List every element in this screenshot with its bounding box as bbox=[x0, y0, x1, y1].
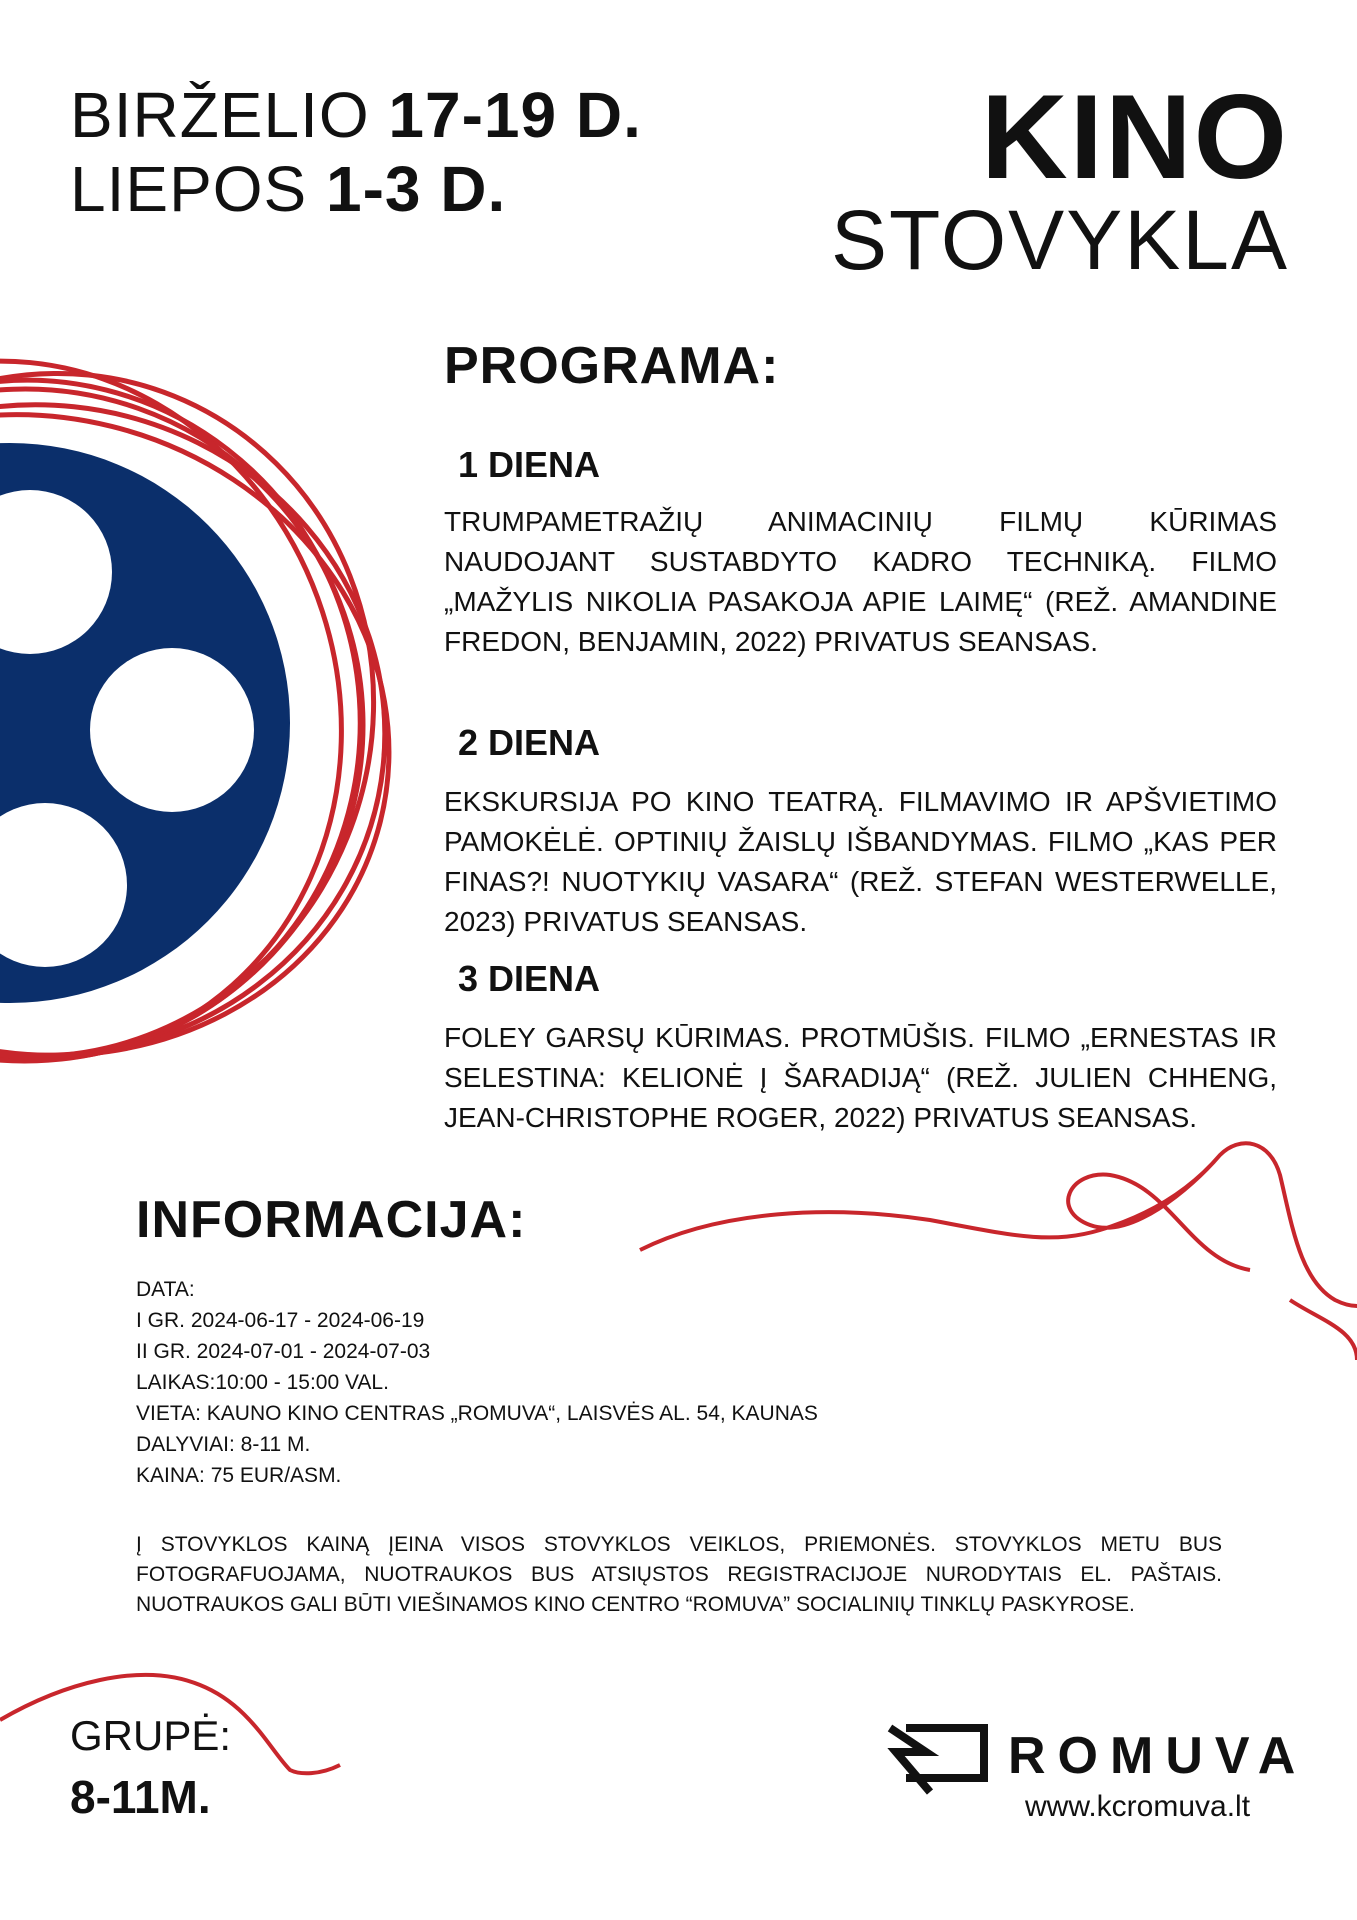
info-line: DATA: bbox=[136, 1278, 195, 1301]
day-2-text: EKSKURSIJA PO KINO TEATRĄ. FILMAVIMO IR APŠVIETIMO PAMOKĖLĖ. OPTINIŲ ŽAISLŲ IŠBANDYMAS. FILMO „KAS PER FINAS?! NUOTYKIŲ VASARA“ (REŽ. STEFAN WESTERWELLE, 2023) PRIVATUS SEANSAS. bbox=[444, 786, 1277, 937]
dates-july bbox=[70, 152, 642, 226]
title-sub: STOVYKLA bbox=[831, 193, 1289, 287]
info-line: VIETA: KAUNO KINO CENTRAS „ROMUVA“, LAISVĖS AL. 54, KAUNAS bbox=[136, 1402, 818, 1425]
day-1-text: TRUMPAMETRAŽIŲ ANIMACINIŲ FILMŲ KŪRIMAS NAUDOJANT SUSTABDYTO KADRO TECHNIKĄ. FILMO „MAŽYLIS NIKOLIA PASAKOJA APIE LAIMĘ“ (REŽ. AMANDINE FREDON, BENJAMIN, 2022) PRIVATUS SEANSAS. bbox=[444, 506, 1277, 657]
day-2-title: 2 DIENA bbox=[458, 722, 601, 763]
logo-url[interactable]: www.kcromuva.lt bbox=[1025, 1790, 1251, 1823]
info-line: LAIKAS:10:00 - 15:00 VAL. bbox=[136, 1371, 389, 1394]
info-line: II GR. 2024-07-01 - 2024-07-03 bbox=[136, 1340, 431, 1363]
dates-june-days: 17-19 D. bbox=[388, 79, 642, 151]
day-3-text: FOLEY GARSŲ KŪRIMAS. PROTMŪŠIS. FILMO „ERNESTAS IR SELESTINA: KELIONĖ Į ŠARADIJĄ“ (REŽ. JULIEN CHHENG, JEAN-CHRISTOPHE ROGER, 2022) PRIVATUS SEANSAS. bbox=[444, 1022, 1277, 1133]
logo-name: ROMUVA bbox=[1008, 1727, 1308, 1785]
info-note: Į STOVYKLOS KAINĄ ĮEINA VISOS STOVYKLOS VEIKLOS, PRIEMONĖS. STOVYKLOS METU BUS FOTOGRAFUOJAMA, NUOTRAUKOS BUS ATSIŲSTOS REGISTRACIJOJE NURODYTAIS EL. PAŠTAIS. NUOTRAUKOS GALI BŪTI VIEŠINAMOS KINO CENTRO “ROMUVA” SOCIALINIŲ TINKLŲ PASKYROSE. bbox=[136, 1533, 1222, 1616]
romuva-logo-icon bbox=[886, 1722, 990, 1796]
dates-july-days: 1-3 D. bbox=[326, 153, 507, 225]
info-heading: INFORMACIJA: bbox=[136, 1191, 527, 1249]
info-line: KAINA: 75 EUR/ASM. bbox=[136, 1464, 342, 1487]
camp-dates bbox=[70, 78, 642, 226]
info-line: DALYVIAI: 8-11 M. bbox=[136, 1433, 311, 1456]
program-heading: PROGRAMA: bbox=[444, 337, 780, 395]
dates-june-month: BIRŽELIO bbox=[70, 79, 370, 151]
group-label: GRUPĖ: bbox=[70, 1712, 232, 1759]
group-value: 8-11M. bbox=[70, 1771, 211, 1823]
title-main: KINO bbox=[981, 70, 1289, 204]
info-line: I GR. 2024-06-17 - 2024-06-19 bbox=[136, 1309, 425, 1332]
day-1-title: 1 DIENA bbox=[458, 444, 601, 485]
day-3-title: 3 DIENA bbox=[458, 958, 601, 999]
dates-june bbox=[70, 78, 642, 152]
poster-title bbox=[831, 70, 1289, 288]
dates-july-month: LIEPOS bbox=[70, 153, 308, 225]
film-reel-graphic bbox=[0, 340, 420, 1100]
info-details bbox=[136, 1274, 818, 1491]
